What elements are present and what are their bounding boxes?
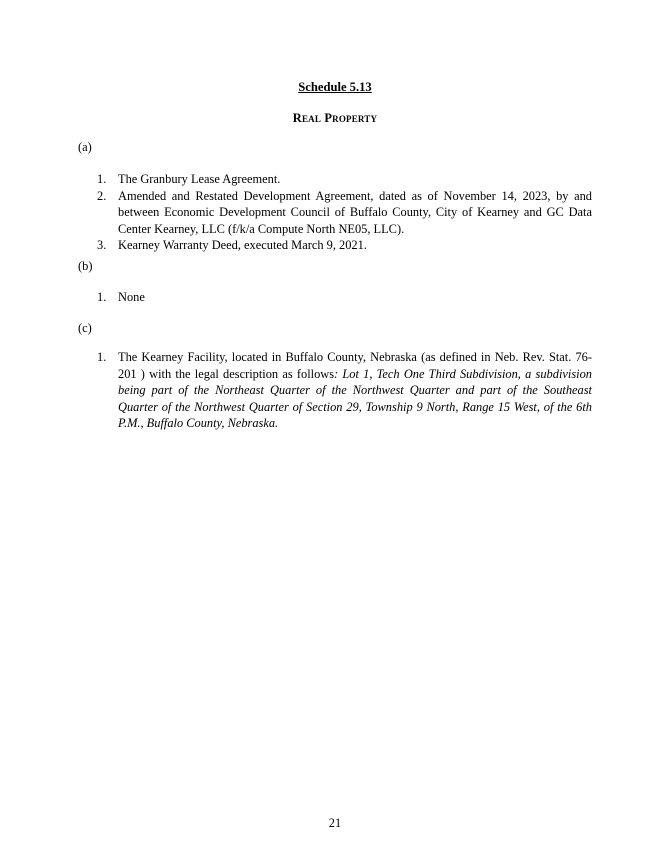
section-c-list (97, 349, 592, 432)
list-item (97, 349, 592, 432)
list-item (97, 289, 592, 306)
item-text: Kearney Warranty Deed, executed March 9, 2021. (118, 238, 367, 252)
item-number: 3. (97, 238, 107, 252)
section-label-b: (b) (78, 259, 93, 273)
section-a-list (97, 171, 592, 254)
item-text: Amended and Restated Development Agreement, dated as of November 14, 2023, by and between Economic Development Council of Buffalo County, City of Kearney and GC Data Center Kearney, LLC (f/k/a Compute North NE05, LLC). (118, 188, 592, 236)
list-item (97, 171, 592, 188)
section-label-c: (c) (78, 321, 92, 335)
list-item (97, 188, 592, 238)
page-number: 21 (328, 816, 342, 830)
item-number: 1. (97, 172, 107, 186)
section-b-list (97, 289, 592, 306)
item-number: 1. (97, 350, 107, 364)
item-number: 2. (97, 188, 107, 203)
item-text: None (118, 290, 145, 304)
list-item (97, 237, 592, 254)
item-text: The Granbury Lease Agreement. (118, 172, 281, 186)
legal-description: : Lot 1, Tech One Third Subdivision, a subdivision being part of the Northeast Quarter of the Northwest Quarter and part of the Southeast Quarter of the Northwest Quarter of Section 29, Township 9 North, Range 15 West, of the 6th P.M., Buffalo County, Nebraska. (118, 366, 592, 430)
item-text (118, 349, 592, 432)
schedule-subtitle: Real Property (292, 111, 378, 125)
section-label-a: (a) (78, 140, 92, 154)
item-number: 1. (97, 290, 107, 304)
item-text-regular: The Kearney Facility, located in Buffalo County, Nebraska (as defined in Neb. Rev. Stat. 76-201 ) with the legal description as follows (118, 350, 592, 381)
schedule-title: Schedule 5.13 (298, 80, 372, 94)
